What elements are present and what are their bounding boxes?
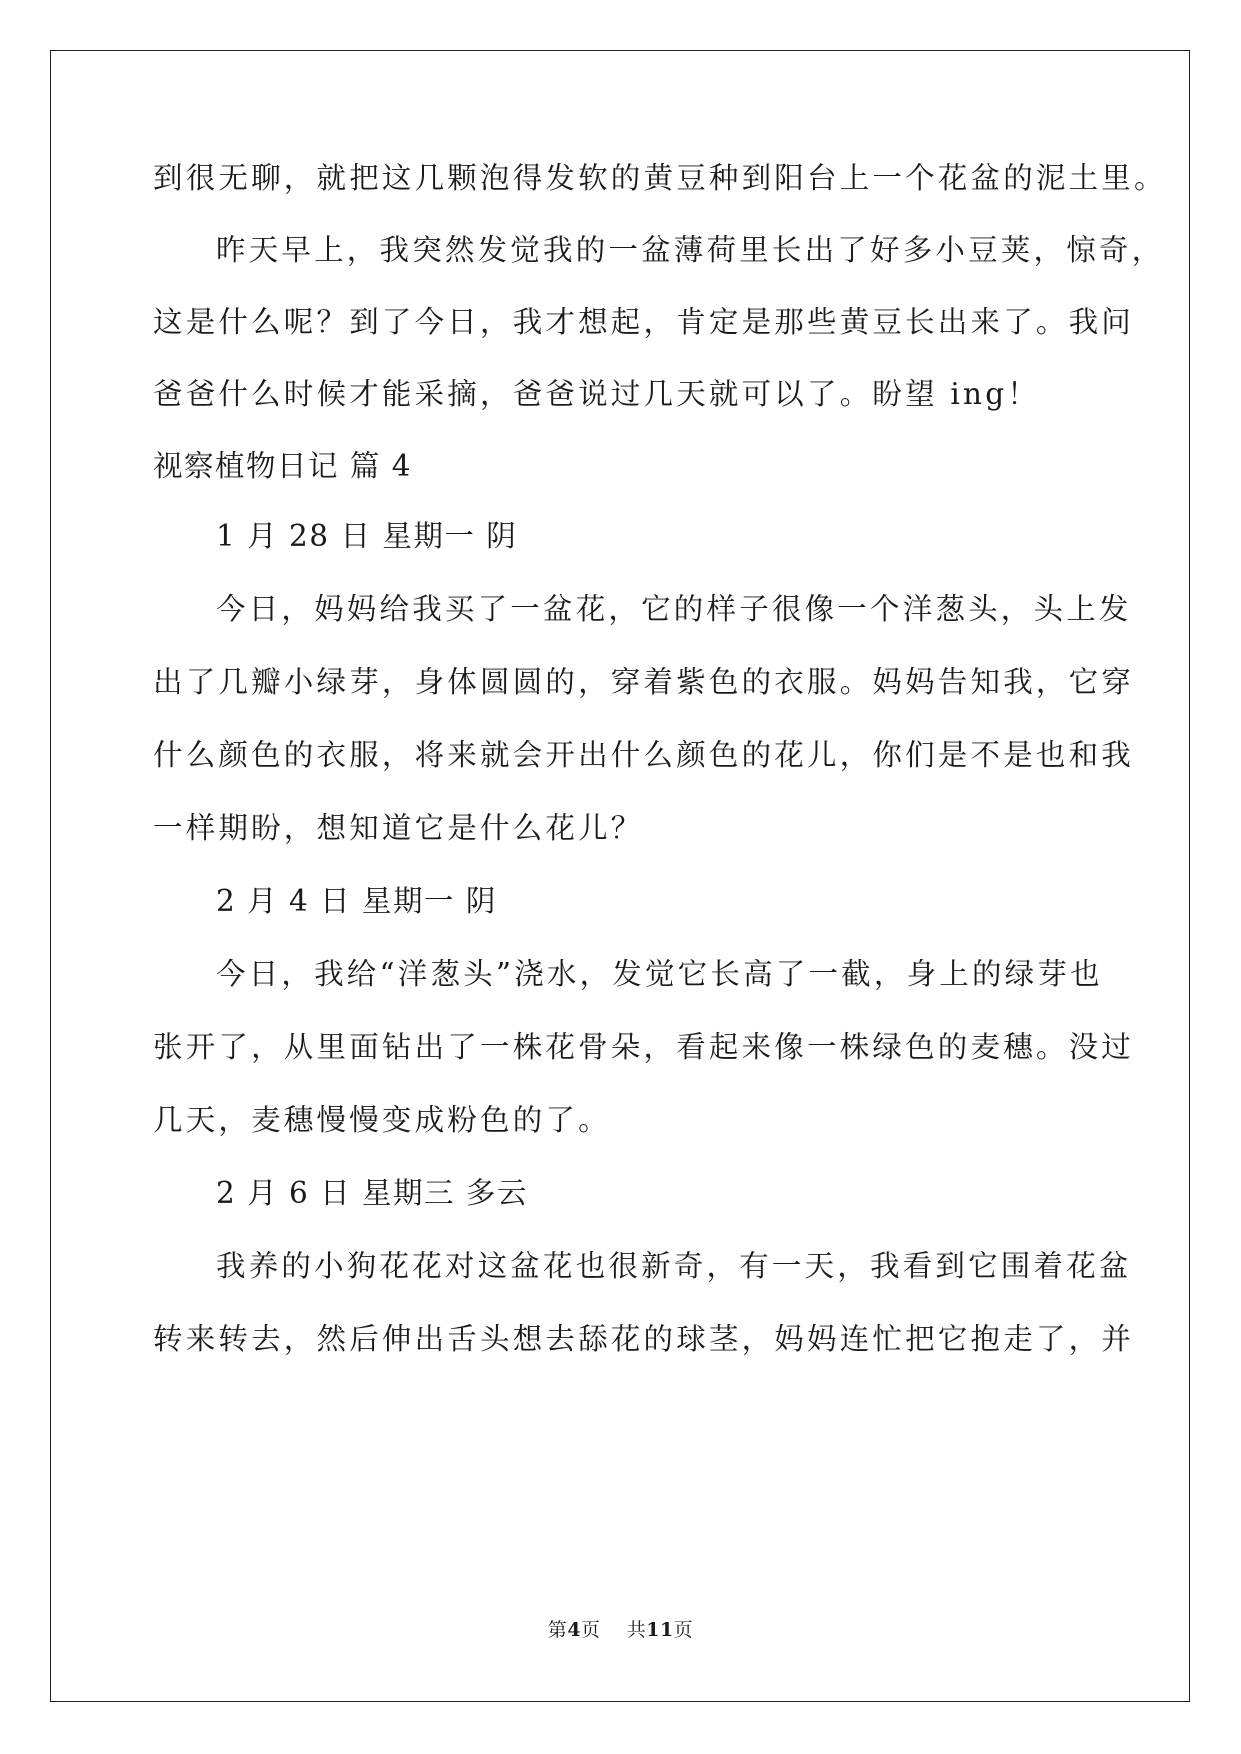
current-page-number: 4 [567,1619,582,1641]
diary-date: 2 月 6 日 星期三 多云 [216,1176,528,1210]
paragraph-line: 今日，妈妈给我买了一盆花，它的样子很像一个洋葱头，头上发 [216,592,1132,626]
paragraph-line: 我养的小狗花花对这盆花也很新奇，有一天，我看到它围着花盆 [216,1249,1132,1283]
paragraph-line: 昨天早上，我突然发觉我的一盆薄荷里长出了好多小豆荚，惊奇， [216,233,1165,267]
paragraph-line: 张开了，从里面钻出了一株花骨朵，看起来像一株绿色的麦穗。没过 [153,1030,1135,1064]
paragraph-line: 爸爸什么时候才能采摘，爸爸说过几天就可以了。盼望 ing！ [153,377,1040,411]
footer-suffix: 页 [673,1619,694,1641]
paragraph-line: 出了几瓣小绿芽，身体圆圆的，穿着紫色的衣服。妈妈告知我，它穿 [153,665,1135,699]
diary-date: 1 月 28 日 星期一 阴 [216,519,518,553]
paragraph-line: 这是什么呢？到了今日，我才想起，肯定是那些黄豆长出来了。我问 [153,305,1135,339]
paragraph-line: 转来转去，然后伸出舌头想去舔花的球茎，妈妈连忙把它抱走了，并 [153,1322,1135,1356]
paragraph-line: 今日，我给“洋葱头”浇水，发觉它长高了一截，身上的绿芽也 [216,957,1103,991]
section-heading: 视察植物日记 篇 4 [153,449,413,483]
paragraph-line: 几天，麦穗慢慢变成粉色的了。 [153,1103,611,1137]
paragraph-line: 到很无聊，就把这几颗泡得发软的黄豆种到阳台上一个花盆的泥土里。 [153,161,1167,195]
paragraph-line: 一样期盼，想知道它是什么花儿？ [153,811,644,845]
paragraph-line: 什么颜色的衣服，将来就会开出什么颜色的花儿，你们是不是也和我 [153,738,1135,772]
page-frame [50,50,1190,1702]
total-pages-number: 11 [646,1619,674,1641]
footer-prefix: 第 [547,1619,568,1641]
diary-date: 2 月 4 日 星期一 阴 [216,884,497,918]
footer-middle: 页 共 [581,1619,647,1641]
page-footer [0,1618,1241,1642]
